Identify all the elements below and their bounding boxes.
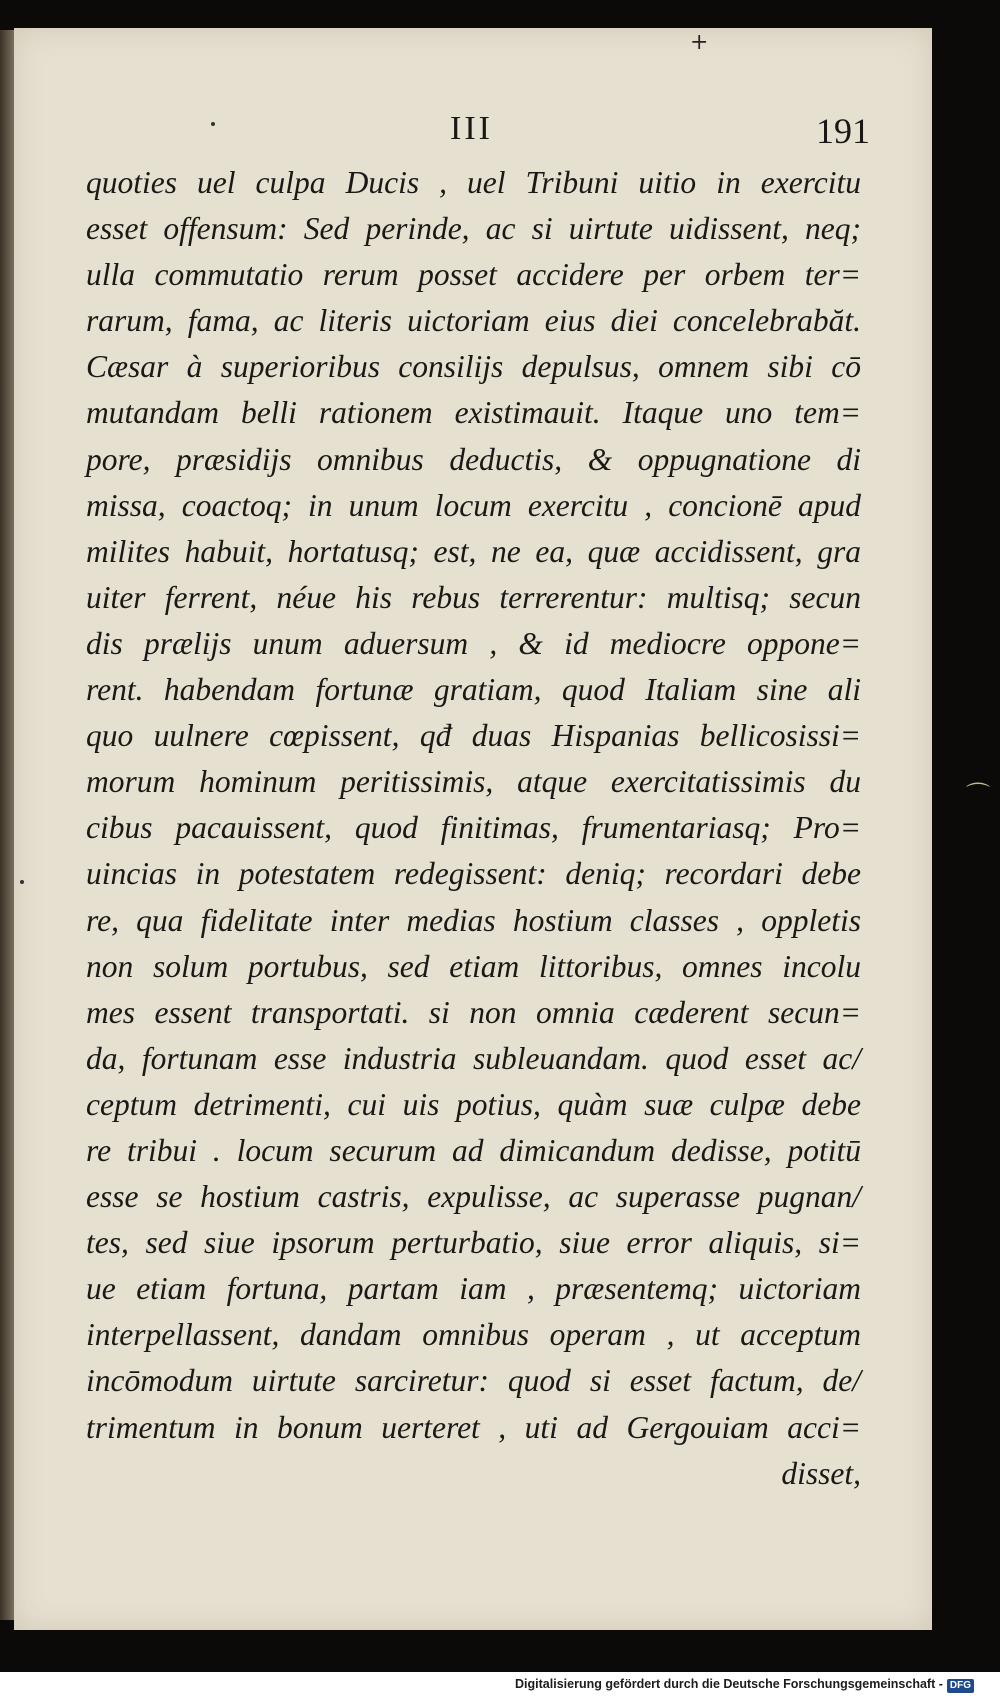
ink-speck xyxy=(20,880,24,884)
text-line: re tribui . locum securum ad dimicandum dedisse, potitū xyxy=(86,1132,861,1168)
text-line: pore, præsidijs omnibus deductis, & oppugnatione di xyxy=(86,441,861,477)
text-line: milites habuit, hortatusq; est, ne ea, quæ accidissent, gra xyxy=(86,533,861,569)
text-line: missa, coactoq; in unum locum exercitu , concionē apud xyxy=(86,487,861,523)
footer-bar xyxy=(0,1672,1000,1700)
text-line: mutandam belli rationem existimauit. Itaque uno tem= xyxy=(86,395,861,431)
funding-credit-text: Digitalisierung gefördert durch die Deutsche Forschungsgemeinschaft - xyxy=(515,1677,943,1691)
text-line: quoties uel culpa Ducis , uel Tribuni uitio in exercitu xyxy=(86,165,861,200)
text-line: mes essent transportati. si non omnia cæderent secun= xyxy=(86,994,861,1030)
dfg-logo-badge: DFG xyxy=(947,1679,974,1693)
page-number: 191 xyxy=(816,111,870,151)
signature-mark: III xyxy=(450,110,493,147)
funding-credit xyxy=(515,1677,974,1693)
text-line: ue etiam fortuna, partam iam , præsentemq; uictoriam xyxy=(86,1271,861,1307)
margin-tick: ⌒ xyxy=(966,781,990,809)
page-header xyxy=(14,110,932,160)
text-line: tes, sed siue ipsorum perturbatio, siue error aliquis, si= xyxy=(86,1225,861,1261)
text-line: da, fortunam esse industria subleuandam. quod esset ac/ xyxy=(86,1040,861,1076)
text-line: morum hominum peritissimis, atque exercitatissimis du xyxy=(86,764,861,800)
text-line: rent. habendam fortunæ gratiam, quod Italiam sine ali xyxy=(86,672,861,708)
text-line: uincias in potestatem redegissent: deniq; recordari debe xyxy=(86,856,861,892)
text-line: ulla commutatio rerum posset accidere per orbem ter= xyxy=(86,257,861,293)
text-line: incōmodum uirtute sarciretur: quod si esset factum, de/ xyxy=(86,1363,861,1399)
text-line: uiter ferrent, néue his rebus terrerentur: multisq; secun xyxy=(86,579,861,615)
body-text xyxy=(86,160,861,1497)
text-line: cibus pacauissent, quod finitimas, frumentariasq; Pro= xyxy=(86,810,861,846)
text-line: rarum, fama, ac literis uictoriam eius diei concelebrabăt. xyxy=(86,303,861,339)
text-line: non solum portubus, sed etiam littoribus, omnes incolu xyxy=(86,948,861,984)
text-line: ceptum detrimenti, cui uis potius, quàm suæ culpæ debe xyxy=(86,1086,861,1122)
text-line: esset offensum: Sed perinde, ac si uirtute uidissent, neq; xyxy=(86,211,861,247)
book-edge xyxy=(0,30,14,1620)
text-line: dis prælijs unum aduersum , & id mediocre oppone= xyxy=(86,625,861,661)
text-line: disset, xyxy=(781,1455,861,1491)
text-line: trimentum in bonum uerteret , uti ad Gergouiam acci= xyxy=(86,1409,861,1445)
text-line: re, qua fidelitate inter medias hostium classes , oppletis xyxy=(86,902,861,938)
text-line: interpellassent, dandam omnibus operam , ut acceptum xyxy=(86,1317,861,1353)
text-line: quo uulnere cœpissent, qđ duas Hispanias bellicosissi= xyxy=(86,718,861,754)
text-line: esse se hostium castris, expulisse, ac superasse pugnan/ xyxy=(86,1179,861,1215)
text-line: Cæsar à superioribus consilijs depulsus, omnem sibi cō xyxy=(86,349,861,385)
top-mark: + xyxy=(690,30,709,55)
